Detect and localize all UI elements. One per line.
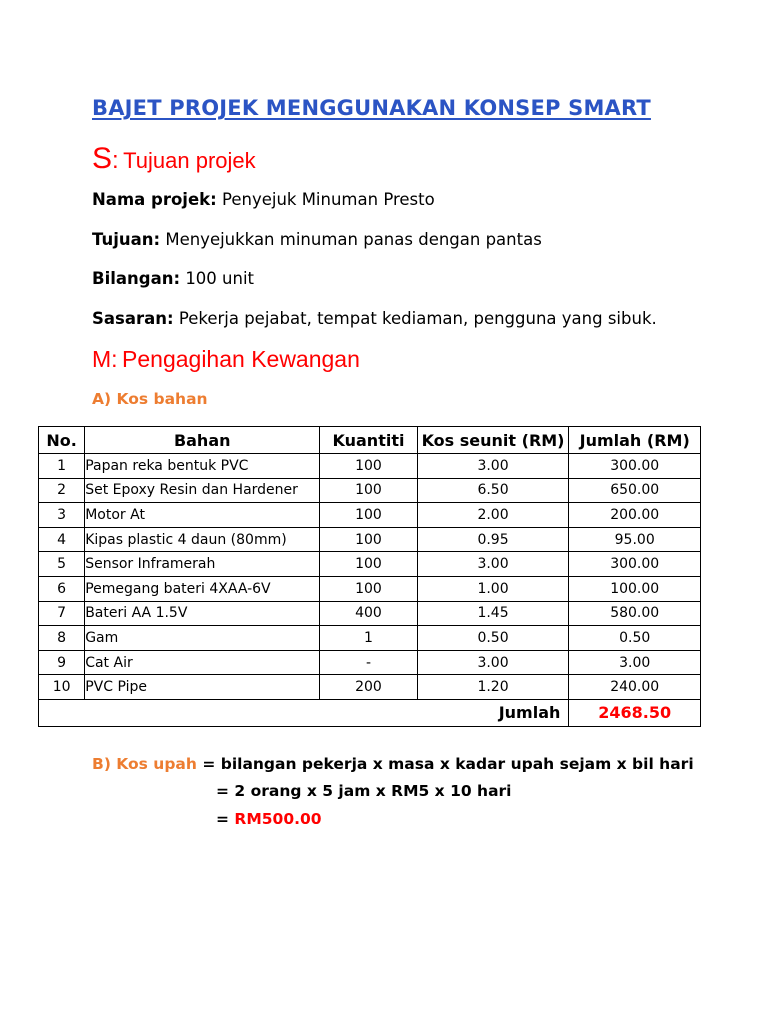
cell-kuantiti: 100: [320, 576, 417, 601]
cell-jumlah: 650.00: [569, 478, 701, 503]
cell-kos: 0.95: [417, 527, 569, 552]
cell-kos: 0.50: [417, 626, 569, 651]
kos-upah-label: B) Kos upah: [92, 755, 197, 773]
kos-upah-formula: = bilangan pekerja x masa x kadar upah sejam x bil hari: [196, 755, 694, 773]
cell-kuantiti: 100: [320, 503, 417, 528]
header-no: No.: [39, 427, 85, 454]
table-row: [39, 626, 701, 651]
cell-bahan: Motor At: [85, 503, 320, 528]
cell-kuantiti: 400: [320, 601, 417, 626]
cell-kuantiti: 100: [320, 454, 417, 479]
cell-bahan: Set Epoxy Resin dan Hardener: [85, 478, 320, 503]
info-sasaran: [92, 309, 657, 328]
cell-bahan: Cat Air: [85, 650, 320, 675]
cell-no: 2: [39, 478, 85, 503]
kos-upah-line1: [92, 755, 694, 773]
cell-no: 6: [39, 576, 85, 601]
cell-jumlah: 200.00: [569, 503, 701, 528]
kos-bahan-table: [38, 426, 701, 727]
cell-bahan: PVC Pipe: [85, 675, 320, 700]
section-m-colon: :: [111, 346, 118, 372]
cell-kuantiti: 1: [320, 626, 417, 651]
cell-kos: 1.00: [417, 576, 569, 601]
kos-upah-equals: =: [216, 810, 235, 828]
cell-bahan: Kipas plastic 4 daun (80mm): [85, 527, 320, 552]
section-m-text: Pengagihan Kewangan: [122, 346, 360, 372]
header-kos-seunit: Kos seunit (RM): [417, 427, 569, 454]
info-label: Nama projek:: [92, 190, 217, 209]
cell-kuantiti: 100: [320, 527, 417, 552]
table-row: [39, 675, 701, 700]
kos-upah-result: RM500.00: [234, 810, 322, 828]
cell-no: 7: [39, 601, 85, 626]
table-row: [39, 552, 701, 577]
cell-jumlah: 95.00: [569, 527, 701, 552]
cell-jumlah: 3.00: [569, 650, 701, 675]
section-s-colon: :: [112, 147, 119, 174]
info-tujuan: [92, 230, 542, 249]
header-jumlah: Jumlah (RM): [569, 427, 701, 454]
page-title: BAJET PROJEK MENGGUNAKAN KONSEP SMART: [92, 96, 651, 120]
cell-kuantiti: 100: [320, 478, 417, 503]
cell-kos: 1.45: [417, 601, 569, 626]
cell-bahan: Pemegang bateri 4XAA-6V: [85, 576, 320, 601]
cell-bahan: Sensor Inframerah: [85, 552, 320, 577]
section-s-text: Tujuan projek: [123, 148, 256, 173]
table-row: [39, 503, 701, 528]
info-value: Menyejukkan minuman panas dengan pantas: [165, 230, 542, 249]
cell-kos: 2.00: [417, 503, 569, 528]
table-row: [39, 601, 701, 626]
cell-jumlah: 300.00: [569, 552, 701, 577]
cell-bahan: Papan reka bentuk PVC: [85, 454, 320, 479]
table-row: [39, 576, 701, 601]
info-value: Pekerja pejabat, tempat kediaman, pengguna yang sibuk.: [178, 309, 657, 328]
info-value: Penyejuk Minuman Presto: [221, 190, 435, 209]
cell-bahan: Bateri AA 1.5V: [85, 601, 320, 626]
cell-bahan: Gam: [85, 626, 320, 651]
cell-jumlah: 240.00: [569, 675, 701, 700]
cell-no: 4: [39, 527, 85, 552]
cell-jumlah: 100.00: [569, 576, 701, 601]
cell-jumlah: 300.00: [569, 454, 701, 479]
cell-kos: 6.50: [417, 478, 569, 503]
cell-no: 5: [39, 552, 85, 577]
kos-upah-line2: = 2 orang x 5 jam x RM5 x 10 hari: [216, 782, 512, 800]
table-total-row: [39, 699, 701, 726]
cell-kos: 1.20: [417, 675, 569, 700]
section-s-heading: [92, 142, 256, 176]
info-value: 100 unit: [185, 269, 255, 288]
cell-no: 8: [39, 626, 85, 651]
kos-bahan-heading: A) Kos bahan: [92, 390, 208, 408]
cell-kuantiti: -: [320, 650, 417, 675]
header-kuantiti: Kuantiti: [320, 427, 417, 454]
cell-kos: 3.00: [417, 454, 569, 479]
info-bilangan: [92, 269, 254, 288]
info-label: Sasaran:: [92, 309, 174, 328]
table-row: [39, 650, 701, 675]
info-nama-projek: [92, 190, 435, 209]
cell-kuantiti: 200: [320, 675, 417, 700]
info-label: Bilangan:: [92, 269, 181, 288]
table-header-row: [39, 427, 701, 454]
header-bahan: Bahan: [85, 427, 320, 454]
section-m-heading: [92, 346, 360, 373]
cell-kuantiti: 100: [320, 552, 417, 577]
table-row: [39, 478, 701, 503]
section-s-letter: S: [92, 142, 113, 175]
section-m-letter: M: [92, 346, 112, 372]
cell-kos: 3.00: [417, 650, 569, 675]
table-row: [39, 454, 701, 479]
kos-upah-line3: [216, 810, 322, 828]
total-value: 2468.50: [569, 699, 701, 726]
cell-no: 10: [39, 675, 85, 700]
cell-no: 9: [39, 650, 85, 675]
cell-kos: 3.00: [417, 552, 569, 577]
cell-no: 1: [39, 454, 85, 479]
cell-jumlah: 580.00: [569, 601, 701, 626]
info-label: Tujuan:: [92, 230, 161, 249]
table-row: [39, 527, 701, 552]
total-label: Jumlah: [39, 699, 569, 726]
cell-jumlah: 0.50: [569, 626, 701, 651]
cell-no: 3: [39, 503, 85, 528]
